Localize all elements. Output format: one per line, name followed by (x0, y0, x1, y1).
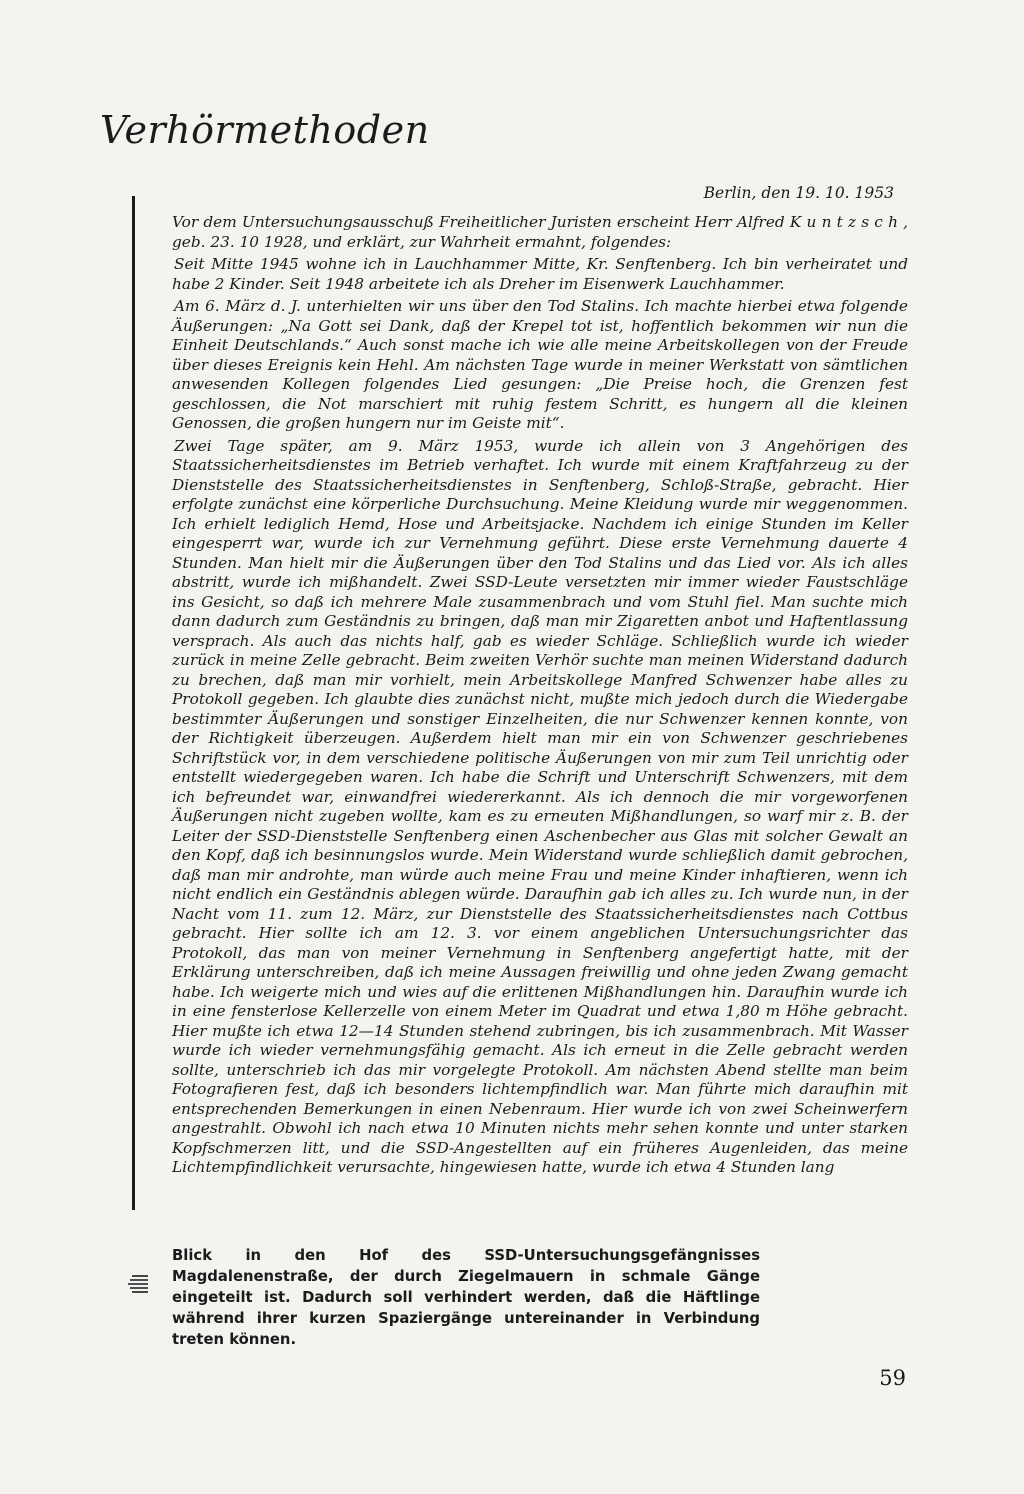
article-body (172, 213, 908, 1181)
paragraph-stalin: Am 6. März d. J. unterhielten wir uns über den Tod Stalins. Ich machte hierbei etwa folgende Äußerungen: „Na Gott sei Dank, daß der Krepel tot ist, hoffentlich bekommen wir nun die Einheit Deutschlands.“ Auch sonst mache ich wie alle meine Arbeitskollegen von der Freude über dieses Ereignis kein Hehl. Am nächsten Tage wurde in meiner Werkstatt von sämtlichen anwesenden Kollegen folgendes Lied gesungen: „Die Preise hoch, die Grenzen fest geschlossen, die Not marschiert mit ruhig festem Schritt, es hungern all die kleinen Genossen, die großen hungern nur im Geiste mit“. (172, 297, 908, 432)
paragraph-residence: Seit Mitte 1945 wohne ich in Lauchhammer Mitte, Kr. Senftenberg. Ich bin verheiratet und habe 2 Kinder. Seit 1948 arbeitete ich als Dreher im Eisenwerk Lauchhammer. (172, 255, 908, 293)
page-number: 59 (879, 1366, 906, 1390)
margin-rule (132, 196, 135, 1210)
photo-caption: Blick in den Hof des SSD-Untersuchungsgefängnisses Magdalenenstraße, der durch Ziegelmauern in schmale Gänge eingeteilt ist. Dadurch soll verhindert werden, daß die Häftlinge während ihrer kurzen Spaziergänge untereinander in Verbindung treten können. (172, 1247, 760, 1348)
dateline: Berlin, den 19. 10. 1953 (703, 184, 894, 202)
paragraph-intro: Vor dem Untersuchungsausschuß Freiheitlicher Juristen erscheint Herr Alfred K u n t z s c h , geb. 23. 10 1928, und erklärt, zur Wahrheit ermahnt, folgendes: (172, 213, 908, 251)
caption-pointer-icon (128, 1272, 150, 1296)
page-title: Verhörmethoden (100, 108, 430, 152)
paragraph-arrest: Zwei Tage später, am 9. März 1953, wurde ich allein von 3 Angehörigen des Staatssicherheitsdienstes im Betrieb verhaftet. Ich wurde mit einem Kraftfahrzeug zu der Dienststelle des Staatssicherheitsdienstes in Senftenberg, Schloß-Straße, gebracht. Hier erfolgte zunächst eine körperliche Durchsuchung. Meine Kleidung wurde mir weggenommen. Ich erhielt lediglich Hemd, Hose und Arbeitsjacke. Nachdem ich einige Stunden im Keller eingesperrt war, wurde ich zur Vernehmung geführt. Diese erste Vernehmung dauerte 4 Stunden. Man hielt mir die Äußerungen über den Tod Stalins und das Lied vor. Als ich alles abstritt, wurde ich mißhandelt. Zwei SSD-Leute versetzten mir immer wieder Faustschläge ins Gesicht, so daß ich mehrere Male zusammenbrach und vom Stuhl fiel. Man suchte mich dann dadurch zum Geständnis zu bringen, daß man mir Zigaretten anbot und Haftentlassung versprach. Als auch das nichts half, gab es wieder Schläge. Schließlich wurde ich wieder zurück in meine Zelle gebracht. Beim zweiten Verhör suchte man meinen Widerstand dadurch zu brechen, daß man mir vorhielt, mein Arbeitskollege Manfred Schwenzer habe alles zu Protokoll gegeben. Ich glaubte dies zunächst nicht, mußte mich jedoch durch die Wiedergabe bestimmter Äußerungen und sonstiger Einzelheiten, die nur Schwenzer kennen konnte, von der Richtigkeit überzeugen. Außerdem hielt man mir ein von Schwenzer geschriebenes Schriftstück vor, in dem verschiedene politische Äußerungen von mir zum Teil unrichtig oder entstellt wiedergegeben waren. Ich habe die Schrift und Unterschrift Schwenzers, mit dem ich befreundet war, einwandfrei wiedererkannt. Als ich dennoch die mir vorgeworfenen Äußerungen nicht zugeben wollte, kam es zu erneuten Mißhandlungen, so warf mir z. B. der Leiter der SSD-Dienststelle Senftenberg einen Aschenbecher aus Glas mit solcher Gewalt an den Kopf, daß ich besinnungslos wurde. Mein Widerstand wurde schließlich damit gebrochen, daß man mir androhte, man würde auch meine Frau und meine Kinder inhaftieren, wenn ich nicht endlich ein Geständnis ablegen würde. Daraufhin gab ich alles zu. Ich wurde nun, in der Nacht vom 11. zum 12. März, zur Dienststelle des Staatssicherheitsdienstes nach Cottbus gebracht. Hier sollte ich am 12. 3. vor einem angeblichen Untersuchungsrichter das Protokoll, das man von meiner Vernehmung in Senftenberg angefertigt hatte, mit der Erklärung unterschreiben, daß ich meine Aussagen freiwillig und ohne jeden Zwang gemacht habe. Ich weigerte mich und wies auf die erlittenen Mißhandlungen hin. Daraufhin wurde ich in eine fensterlose Kellerzelle von einem Meter im Quadrat und etwa 1,80 m Höhe gebracht. Hier mußte ich etwa 12—14 Stunden stehend zubringen, bis ich zusammenbrach. Mit Wasser wurde ich wieder vernehmungsfähig gemacht. Als ich erneut in die Zelle gebracht werden sollte, unterschrieb ich das mir vorgelegte Protokoll. Am nächsten Abend stellte man beim Fotografieren fest, daß ich besonders lichtempfindlich war. Man führte mich daraufhin mit entsprechenden Bemerkungen in einen Nebenraum. Hier wurde ich von zwei Scheinwerfern angestrahlt. Obwohl ich nach etwa 10 Minuten nichts mehr sehen konnte und unter starken Kopfschmerzen litt, und die SSD-Angestellten auf ein früheres Augenleiden, das meine Lichtempfindlichkeit verursachte, hingewiesen hatte, wurde ich etwa 4 Stunden lang (172, 436, 908, 1176)
